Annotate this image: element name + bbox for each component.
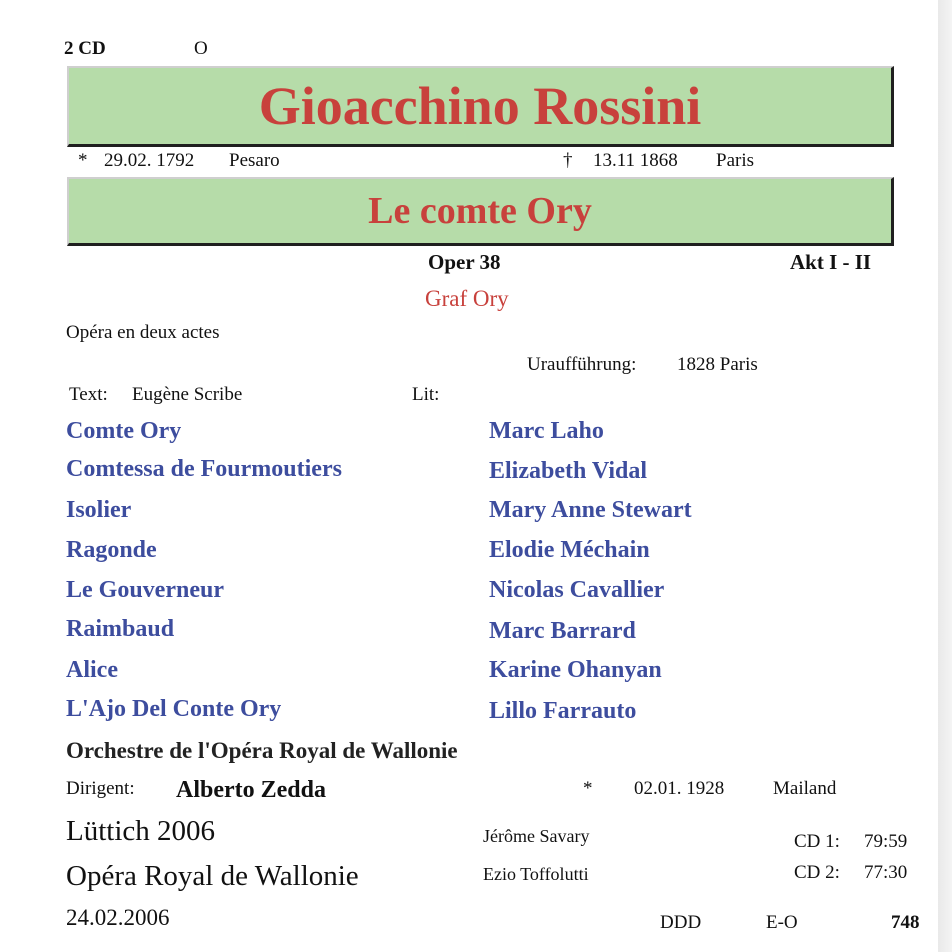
composer-name: Gioacchino Rossini (258, 76, 702, 136)
birth-date: 29.02. 1792 (104, 150, 195, 171)
death-date: 13.11 1868 (593, 150, 678, 171)
death-place: Paris (716, 150, 754, 171)
composer-banner (67, 66, 894, 147)
cd-count: 2 CD (64, 38, 106, 59)
birth-symbol: * (78, 150, 88, 171)
director: Jérôme Savary (483, 826, 590, 846)
cast-singer: Lillo Farrauto (489, 698, 637, 724)
opus-number: Oper 38 (428, 250, 501, 274)
conductor-birth-date: 02.01. 1928 (634, 778, 725, 799)
work-subtitle: Opéra en deux actes (66, 322, 220, 343)
cast-role: Comtessa de Fourmoutiers (66, 456, 342, 482)
work-title: Le comte Ory (368, 190, 592, 232)
cd2-duration: 77:30 (864, 862, 908, 883)
catalog-number: 748 (891, 912, 920, 933)
conductor-label: Dirigent: (66, 778, 135, 799)
recording-venue: Opéra Royal de Wallonie (66, 860, 359, 892)
cd1-label: CD 1: (794, 831, 840, 852)
cast-singer: Elizabeth Vidal (489, 458, 648, 484)
recording-date: 24.02.2006 (66, 905, 170, 930)
cast-singer: Mary Anne Stewart (489, 497, 692, 523)
cast-role: Le Gouverneur (66, 577, 224, 603)
cast-singer: Elodie Méchain (489, 537, 650, 563)
page-edge (938, 0, 952, 952)
header-marker: O (194, 38, 208, 59)
lit-label: Lit: (412, 384, 440, 405)
cast-role: L'Ajo Del Conte Ory (66, 696, 282, 722)
work-title-banner (67, 177, 894, 246)
acts: Akt I - II (790, 250, 872, 274)
text-label: Text: (69, 384, 108, 405)
cast-role: Alice (66, 657, 118, 683)
cd1-duration: 79:59 (864, 831, 908, 852)
designer: Ezio Toffolutti (483, 864, 589, 884)
conductor-birth-place: Mailand (773, 778, 837, 799)
premiere: 1828 Paris (677, 354, 758, 375)
premiere-label: Uraufführung: (527, 354, 637, 375)
cast-role: Isolier (66, 497, 132, 523)
conductor-name: Alberto Zedda (176, 777, 326, 803)
cd2-label: CD 2: (794, 862, 840, 883)
cast-role: Raimbaud (66, 616, 175, 642)
language-code: E-O (766, 912, 798, 933)
orchestra: Orchestre de l'Opéra Royal de Wallonie (66, 738, 458, 763)
cast-singer: Nicolas Cavallier (489, 577, 665, 603)
death-symbol: † (563, 150, 573, 171)
recording-format: DDD (660, 912, 702, 933)
conductor-birth-symbol: * (583, 778, 593, 799)
cast-singer: Marc Laho (489, 418, 604, 444)
german-title: Graf Ory (425, 286, 509, 311)
recording-place-year: Lüttich 2006 (66, 815, 216, 847)
birth-place: Pesaro (229, 150, 280, 171)
cast-singer: Marc Barrard (489, 618, 636, 644)
cast-singer: Karine Ohanyan (489, 657, 662, 683)
cast-role: Ragonde (66, 537, 157, 563)
librettist: Eugène Scribe (132, 384, 243, 405)
cast-role: Comte Ory (66, 418, 182, 444)
